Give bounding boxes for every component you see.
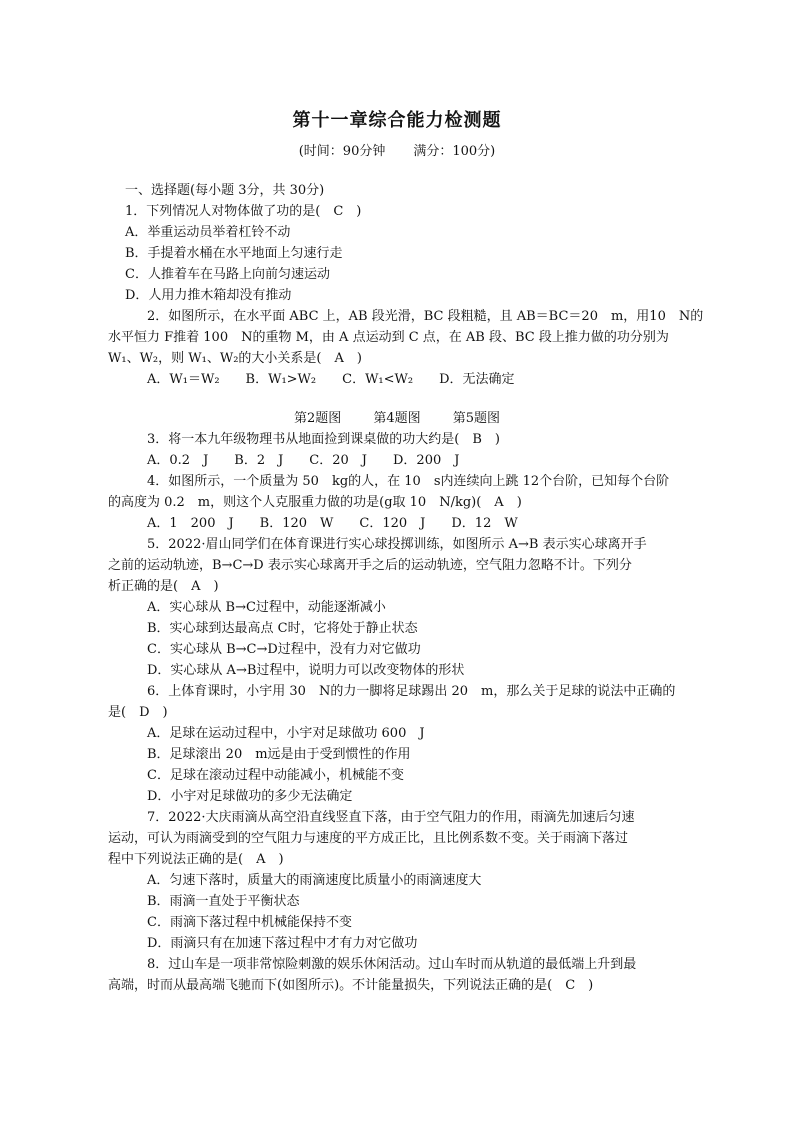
question-1-option-c: C．人推着车在马路上向前匀速运动 — [125, 267, 330, 282]
figure-4-caption: 第4题图 — [373, 411, 421, 426]
question-6-option-d: D．小宇对足球做功的多少无法确定 — [147, 789, 353, 804]
question-5-option-b: B．实心球到达最高点 C时，它将处于静止状态 — [147, 621, 418, 636]
question-1-option-a: A．举重运动员举着杠铃不动 — [125, 225, 291, 240]
question-4-line-2: 的高度为 0.2 m，则这个人克服重力做的功是(g取 10 N/kg)( A ) — [108, 495, 522, 510]
question-6-option-b: B．足球滚出 20 m远是由于受到惯性的作用 — [147, 747, 411, 762]
figure-2-caption: 第2题图 — [293, 411, 342, 426]
question-2-options: A．W₁＝W₂ B．W₁>W₂ C．W₁<W₂ D．无法确定 — [147, 372, 515, 387]
figure-captions — [0, 408, 794, 429]
question-5-option-d: D．实心球从 A→B过程中，说明力可以改变物体的形状 — [147, 663, 465, 678]
page-title: 第十一章综合能力检测题 — [292, 110, 502, 131]
question-6-line-2: 是( D ) — [108, 705, 168, 720]
question-5-option-a: A．实心球从 B→C过程中，动能逐渐减小 — [147, 600, 386, 615]
exam-info — [0, 140, 794, 159]
question-7-option-d: D．雨滴只有在加速下落过程中才有力对它做功 — [147, 936, 418, 951]
question-2-line-2: 水平恒力 F推着 100 N的重物 M，由 A 点运动到 C 点，在 AB 段、BC 段上推力做的功分别为 — [108, 330, 669, 345]
question-4-options: A．1 200 J B．120 W C．120 J D．12 W — [147, 516, 518, 531]
question-1-option-b: B．手提着水桶在水平地面上匀速行走 — [125, 246, 343, 261]
question-5-line-1: 5．2022·眉山同学们在体育课进行实心球投掷训练，如图所示 A→B 表示实心球离开手 — [147, 537, 647, 552]
question-7-line-2: 运动，可认为雨滴受到的空气阻力与速度的平方成正比，且比例系数不变。关于雨滴下落过 — [108, 831, 629, 846]
question-7-option-b: B．雨滴一直处于平衡状态 — [147, 894, 300, 909]
question-7-line-1: 7．2022·大庆雨滴从高空沿直线竖直下落，由于空气阻力的作用，雨滴先加速后匀速 — [147, 810, 635, 825]
question-6-line-1: 6．上体育课时，小宇用 30 N的力一脚将足球踢出 20 m，那么关于足球的说法中正确的 — [147, 684, 676, 699]
section-heading: 一、选择题(每小题 3分，共 30分) — [125, 183, 325, 198]
question-7-option-c: C．雨滴下落过程中机械能保持不变 — [147, 915, 352, 930]
question-4-line-1: 4．如图所示，一个质量为 50 kg的人，在 10 s内连续向上跳 12个台阶，已知每个台阶 — [147, 474, 670, 489]
exam-time: (时间：90分钟 — [298, 144, 386, 159]
question-5-line-3: 析正确的是( A ) — [108, 579, 219, 594]
question-5-line-2: 之前的运动轨迹，B→C→D 表示实心球离开手之后的运动轨迹，空气阻力忽略不计。下列分 — [108, 558, 632, 573]
question-2-line-3: W₁、W₂，则 W₁、W₂的大小关系是( A ) — [108, 351, 362, 366]
question-3-stem: 3．将一本九年级物理书从地面捡到课桌做的功大约是( B ) — [147, 432, 500, 447]
question-6-option-a: A．足球在运动过程中，小宇对足球做功 600 J — [147, 726, 425, 741]
question-6-option-c: C．足球在滚动过程中动能减小，机械能不变 — [147, 768, 404, 783]
question-3-options: A．0.2 J B．2 J C．20 J D．200 J — [147, 453, 460, 468]
exam-score: 满分：100分) — [413, 144, 496, 159]
figure-5-caption: 第5题图 — [452, 411, 501, 426]
question-1-option-d: D．人用力推木箱却没有推动 — [125, 288, 292, 303]
question-8-line-1: 8．过山车是一项非常惊险刺激的娱乐休闲活动。过山车时而从轨道的最低端上升到最 — [147, 957, 637, 972]
question-7-line-3: 程中下列说法正确的是( A ) — [108, 852, 284, 867]
question-5-option-c: C．实心球从 B→C→D过程中，没有力对它做功 — [147, 642, 421, 657]
question-1-stem: 1．下列情况人对物体做了功的是( C ) — [125, 204, 362, 219]
question-7-option-a: A．匀速下落时，质量大的雨滴速度比质量小的雨滴速度大 — [147, 873, 482, 888]
question-2-line-1: 2．如图所示，在水平面 ABC 上，AB 段光滑，BC 段粗糙，且 AB＝BC＝20 m，用10 N的 — [147, 309, 704, 324]
question-8-line-2: 高端，时而从最高端飞驰而下(如图所示)。不计能量损失，下列说法正确的是( C ) — [108, 978, 594, 993]
